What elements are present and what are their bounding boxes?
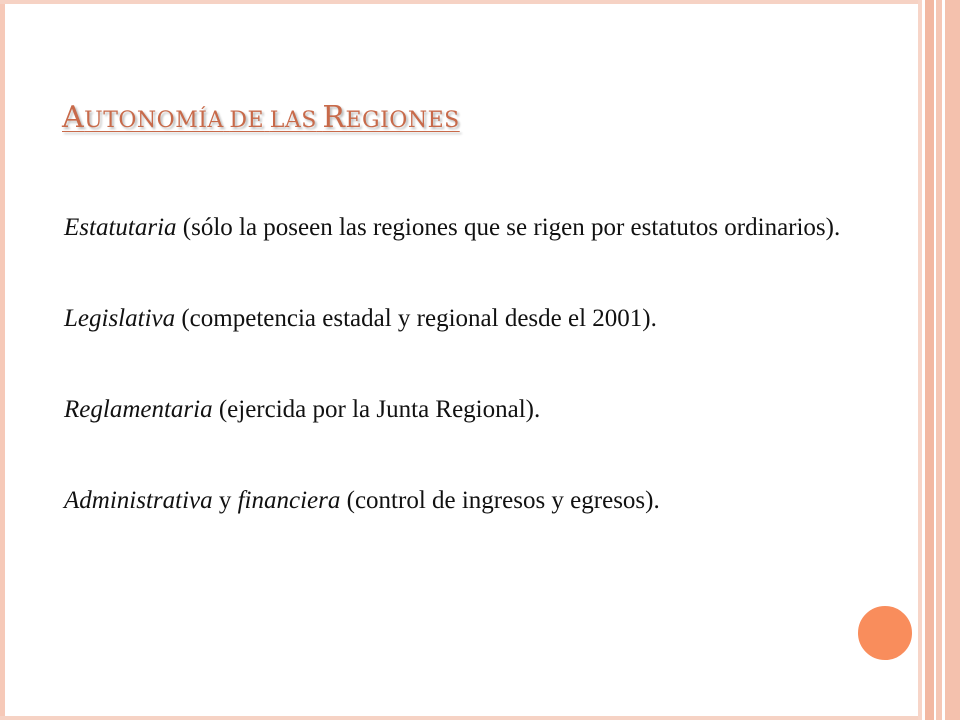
- item-term: financiera: [237, 487, 341, 514]
- stripe: [925, 0, 934, 720]
- slide-title: [62, 100, 460, 135]
- list-item: [64, 483, 908, 518]
- item-term: Estatutaria: [64, 214, 177, 241]
- frame-left-border: [0, 0, 5, 720]
- item-term: Administrativa: [64, 487, 213, 514]
- frame-bottom-border: [0, 716, 920, 720]
- title-cap: A: [62, 100, 85, 135]
- decorative-stripes: [918, 0, 960, 720]
- title-cap: R: [322, 100, 346, 135]
- title-word: LAS: [269, 108, 317, 133]
- list-item: [64, 392, 908, 427]
- decorative-circle: [856, 604, 914, 662]
- list-item: [64, 210, 908, 245]
- item-text: (ejercida por la Junta Regional).: [212, 396, 541, 423]
- item-text: (sólo la poseen las regiones que se rigen por estatutos ordinarios).: [176, 214, 841, 241]
- item-connector: y: [212, 487, 238, 514]
- title-word: UTONOMÍA: [84, 108, 224, 133]
- title-word: EGIONES: [345, 108, 460, 133]
- title-word: DE: [229, 108, 265, 133]
- frame-top-border: [0, 0, 920, 4]
- slide-body: [64, 210, 908, 574]
- item-term: Reglamentaria: [64, 396, 213, 423]
- item-text: (competencia estadal y regional desde el 2001).: [175, 305, 657, 332]
- item-text: (control de ingresos y egresos).: [340, 487, 660, 514]
- item-term: Legislativa: [64, 305, 176, 332]
- stripe: [945, 0, 960, 720]
- list-item: [64, 301, 908, 336]
